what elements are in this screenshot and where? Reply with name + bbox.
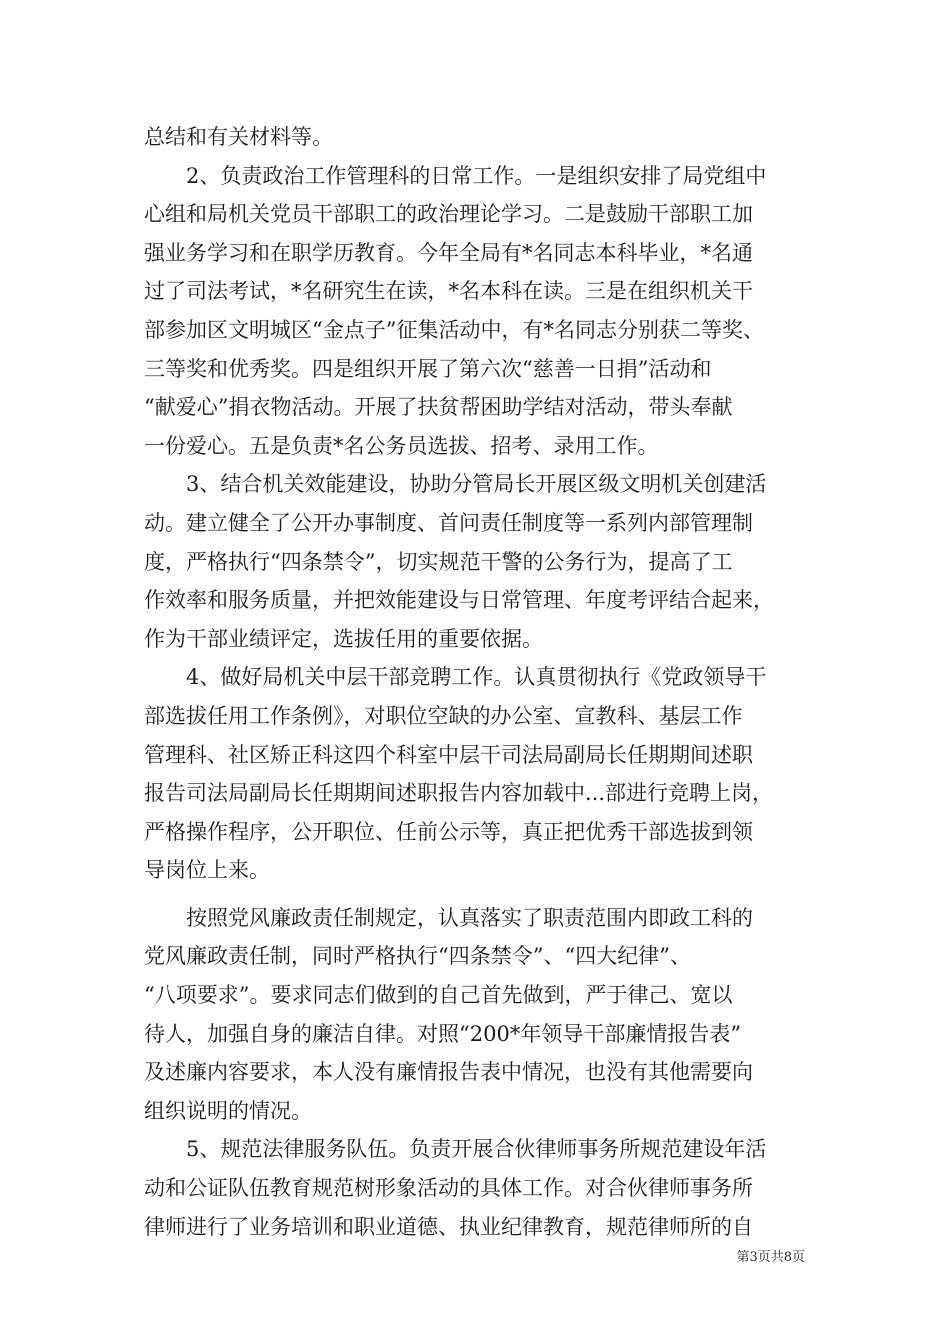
text-line: 作效率和服务质量，并把效能建设与日常管理、年度考评结合起来， — [144, 588, 774, 613]
text-line: 管理科、社区矫正科这四个科室中层干司法局副局长任期期间述职 — [144, 742, 753, 767]
text-line: 党风廉政责任制，同时严格执行“四条禁令”、“四大纪律”、 — [144, 944, 691, 969]
text-line: 部参加区文明城区“金点子”征集活动中，有*名同志分别获二等奖、 — [144, 317, 764, 342]
text-line: 3、结合机关效能建设，协助分管局长开展区级文明机关创建活 — [144, 472, 767, 497]
text-line: 动和公证队伍教育规范树形象活动的具体工作。对合伙律师事务所 — [144, 1176, 753, 1201]
text-line: 部选拔任用工作条例》，对职位空缺的办公室、宣教科、基层工作 — [144, 703, 743, 728]
text-line: 4、做好局机关中层干部竞聘工作。认真贯彻执行《党政领导干 — [144, 665, 767, 690]
text-line: 一份爱心。五是负责*名公务员选拔、招考、录用工作。 — [144, 433, 659, 458]
text-line: 总结和有关材料等。 — [144, 125, 333, 149]
text-line: 过了司法考试，*名研究生在读，*名本科在读。三是在组织机关干 — [144, 279, 753, 304]
text-line: “八项要求”。要求同志们做到的自己首先做到，严于律己、宽以 — [144, 983, 733, 1008]
text-line: 律师进行了业务培训和职业道德、执业纪律教育，规范律师所的自 — [144, 1214, 753, 1239]
text-line: 强业务学习和在职学历教育。今年全局有*名同志本科毕业，*名通 — [144, 240, 753, 265]
text-line: “献爱心”捐衣物活动。开展了扶贫帮困助学结对活动，带头奉献 — [144, 395, 733, 420]
page-number: 第3页共8页 — [736, 1250, 805, 1265]
text-line: 心组和局机关党员干部职工的政治理论学习。二是鼓励干部职工加 — [144, 202, 753, 227]
text-line: 及述廉内容要求，本人没有廉情报告表中情况，也没有其他需要向 — [144, 1060, 753, 1085]
text-line: 度，严格执行“四条禁令”，切实规范干警的公务行为，提高了工 — [144, 549, 733, 574]
text-line: 导岗位上来。 — [144, 858, 270, 883]
text-line: 报告司法局副局长任期期间述职报告内容加载中...部进行竞聘上岗， — [144, 781, 774, 806]
text-line: 5、规范法律服务队伍。负责开展合伙律师事务所规范建设年活 — [144, 1137, 767, 1162]
text-line: 按照党风廉政责任制规定，认真落实了职责范围内即政工科的 — [144, 905, 753, 930]
text-line: 严格操作程序，公开职位、任前公示等，真正把优秀干部选拔到领 — [144, 819, 753, 844]
text-line: 三等奖和优秀奖。四是组织开展了第六次“慈善一日捐”活动和 — [144, 356, 712, 381]
body-text — [144, 118, 810, 1246]
text-line: 组织说明的情况。 — [144, 1098, 312, 1123]
paragraph-gap — [144, 890, 810, 899]
text-line: 2、负责政治工作管理科的日常工作。一是组织安排了局党组中 — [144, 163, 767, 188]
text-line: 待人，加强自身的廉洁自律。对照“200*年领导干部廉情报告表” — [144, 1021, 742, 1046]
text-line: 动。建立健全了公开办事制度、首问责任制度等一系列内部管理制 — [144, 510, 753, 535]
text-line: 作为干部业绩评定，选拔任用的重要依据。 — [144, 626, 543, 651]
